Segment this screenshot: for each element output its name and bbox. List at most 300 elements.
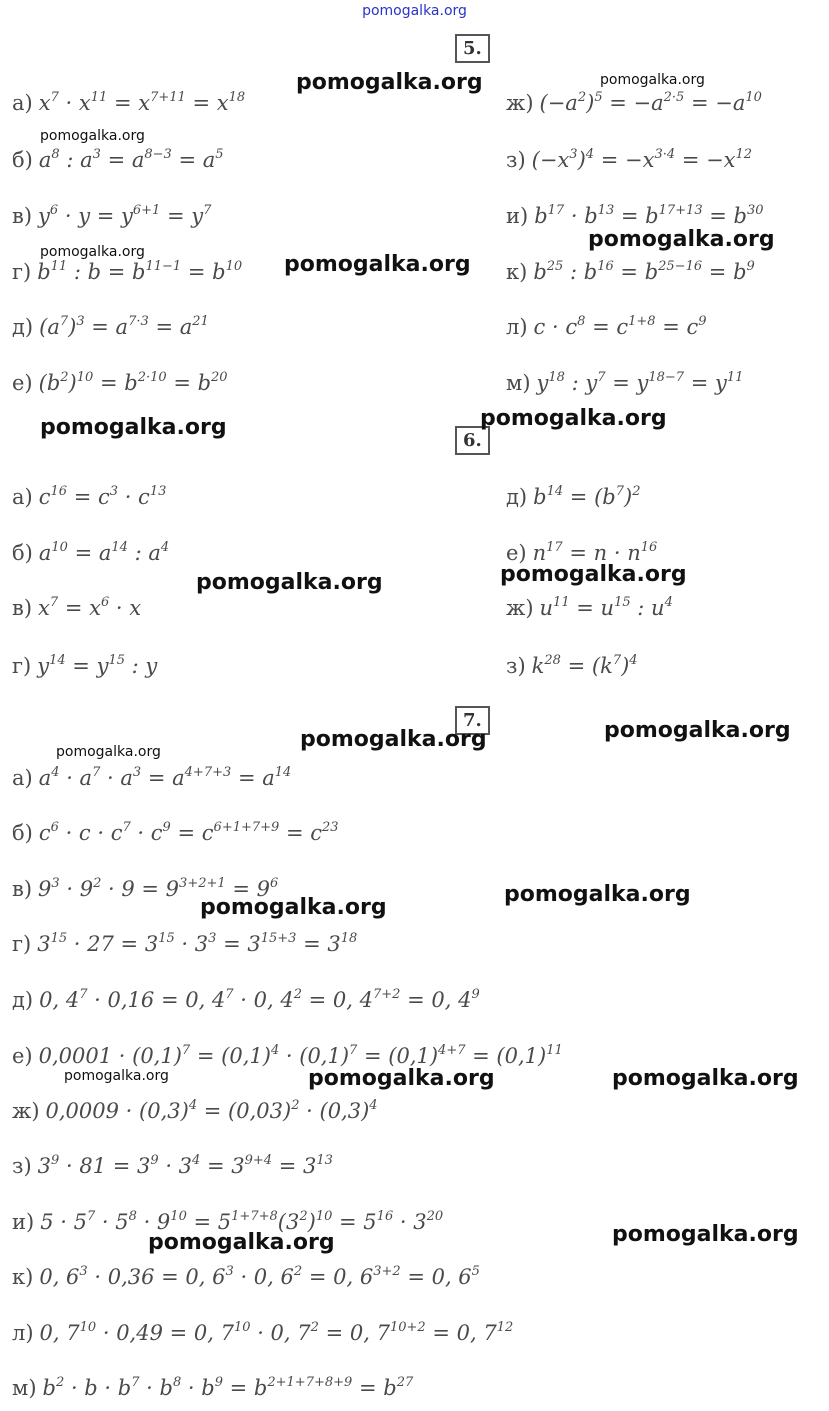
term-base: = 5 bbox=[332, 1210, 377, 1234]
term-exponent: 2·5 bbox=[663, 90, 685, 105]
term-exponent: 7 bbox=[597, 370, 606, 385]
watermark: pomogalka.org bbox=[308, 1066, 495, 1091]
term-exponent: 3 bbox=[109, 484, 119, 499]
equation-7l bbox=[12, 1318, 513, 1348]
equation-5a bbox=[12, 88, 245, 118]
term-exponent: 10 bbox=[233, 1320, 251, 1335]
equation-label: б) bbox=[12, 148, 33, 172]
equation-expression bbox=[39, 766, 292, 790]
equation-expression bbox=[39, 1265, 480, 1289]
term-exponent: 9 bbox=[746, 259, 755, 274]
term-base: = y bbox=[65, 654, 109, 678]
equation-expression bbox=[37, 932, 357, 956]
equation-7m bbox=[12, 1373, 413, 1403]
term-base: 0,0009 · (0,3) bbox=[45, 1099, 189, 1123]
equation-expression bbox=[532, 148, 752, 172]
equation-expression bbox=[534, 315, 707, 339]
term-exponent: 4 bbox=[664, 595, 673, 610]
term-base: = b bbox=[702, 260, 747, 284]
term-base: · 0, 6 bbox=[233, 1265, 294, 1289]
term-exponent: 13 bbox=[149, 484, 167, 499]
term-base: : a bbox=[127, 541, 161, 565]
term-exponent: 23 bbox=[322, 820, 339, 835]
term-base: = 0, 6 bbox=[400, 1265, 472, 1289]
term-exponent: 15 bbox=[614, 595, 631, 610]
equation-label: ж) bbox=[506, 91, 534, 115]
term-base: = b bbox=[352, 1376, 397, 1400]
term-exponent: 2 bbox=[60, 370, 69, 385]
term-exponent: 18 bbox=[548, 370, 565, 385]
term-base: = u bbox=[569, 596, 615, 620]
equation-expression bbox=[533, 260, 754, 284]
term-base: (a bbox=[39, 315, 60, 339]
equation-5v bbox=[12, 201, 211, 231]
equation-label: м) bbox=[506, 371, 531, 395]
term-base: · 0,49 = 0, 7 bbox=[96, 1321, 234, 1345]
term-exponent: 18 bbox=[228, 90, 246, 105]
equation-label: з) bbox=[506, 654, 526, 678]
term-base: = 3 bbox=[296, 932, 341, 956]
equation-expression bbox=[39, 485, 167, 509]
term-exponent: 11 bbox=[90, 90, 108, 105]
term-exponent: 4 bbox=[629, 653, 638, 668]
term-base: · (0,3) bbox=[299, 1099, 370, 1123]
term-exponent: 4+7 bbox=[438, 1043, 466, 1058]
term-exponent: 3 bbox=[569, 147, 578, 162]
equation-5e bbox=[12, 368, 228, 398]
watermark: pomogalka.org bbox=[600, 72, 705, 88]
term-base: 9 bbox=[38, 877, 52, 901]
term-exponent: 27 bbox=[396, 1375, 414, 1390]
term-exponent: 12 bbox=[496, 1320, 514, 1335]
term-exponent: 17 bbox=[547, 203, 565, 218]
term-base: = a bbox=[100, 148, 145, 172]
term-base: · b · b bbox=[64, 1376, 132, 1400]
term-exponent: 20 bbox=[211, 370, 228, 385]
term-exponent: 4 bbox=[188, 1098, 198, 1113]
watermark: pomogalka.org bbox=[300, 727, 487, 752]
term-exponent: 12 bbox=[735, 147, 753, 162]
equation-5l bbox=[506, 312, 707, 342]
term-base: = x bbox=[107, 91, 151, 115]
equation-label: к) bbox=[12, 1265, 34, 1289]
watermark: pomogalka.org bbox=[480, 406, 667, 431]
term-exponent: 4+7+3 bbox=[184, 765, 232, 780]
equation-label: ж) bbox=[506, 596, 534, 620]
term-exponent: 6 bbox=[50, 820, 59, 835]
term-base: · a bbox=[100, 766, 133, 790]
term-exponent: 7 bbox=[86, 1209, 96, 1224]
equation-expression bbox=[38, 1154, 333, 1178]
equation-expression bbox=[43, 1376, 414, 1400]
term-exponent: 7·3 bbox=[128, 314, 149, 329]
term-exponent: 3+2 bbox=[373, 1264, 401, 1279]
equation-expression bbox=[38, 204, 211, 228]
term-exponent: 4 bbox=[270, 1043, 280, 1058]
term-exponent: 10 bbox=[76, 370, 94, 385]
term-base: = x bbox=[185, 91, 229, 115]
term-exponent: 6 bbox=[100, 595, 110, 610]
term-base: = 0, 4 bbox=[400, 988, 472, 1012]
term-exponent: 3 bbox=[225, 1264, 234, 1279]
term-base: · c bbox=[118, 485, 150, 509]
equation-label: м) bbox=[12, 1376, 37, 1400]
term-base: = c bbox=[279, 821, 323, 845]
term-exponent: 10 bbox=[315, 1209, 333, 1224]
term-base: = b bbox=[702, 204, 747, 228]
term-exponent: 2 bbox=[293, 1264, 303, 1279]
equation-expression bbox=[39, 148, 224, 172]
term-exponent: 10 bbox=[51, 540, 68, 555]
term-exponent: 5 bbox=[215, 147, 224, 162]
term-base: · 9 = 9 bbox=[101, 877, 180, 901]
watermark: pomogalka.org bbox=[588, 227, 775, 252]
term-exponent: 11 bbox=[50, 259, 68, 274]
term-exponent: 11 bbox=[553, 595, 570, 610]
term-exponent: 2 bbox=[93, 876, 102, 891]
equation-6g bbox=[12, 651, 157, 681]
equation-label: б) bbox=[12, 541, 33, 565]
watermark: pomogalka.org bbox=[604, 718, 791, 743]
term-exponent: 25−16 bbox=[658, 259, 703, 274]
term-base: = 0, 7 bbox=[318, 1321, 390, 1345]
term-base: = 5 bbox=[186, 1210, 232, 1234]
term-base: · 0,16 = 0, 4 bbox=[87, 988, 226, 1012]
term-base: = c bbox=[170, 821, 214, 845]
equation-label: д) bbox=[12, 315, 34, 339]
term-exponent: 3 bbox=[208, 931, 217, 946]
term-base: · x bbox=[58, 91, 91, 115]
term-exponent: 2 bbox=[299, 1209, 308, 1224]
term-base: = b bbox=[181, 260, 226, 284]
equation-label: д) bbox=[12, 988, 34, 1012]
term-base: = a bbox=[231, 766, 275, 790]
equation-label: в) bbox=[12, 204, 33, 228]
term-exponent: 8 bbox=[172, 1375, 182, 1390]
equation-5zh bbox=[506, 88, 762, 118]
term-base: = c bbox=[67, 485, 110, 509]
term-base: = 9 bbox=[225, 877, 270, 901]
term-base: = c bbox=[585, 315, 629, 339]
term-exponent: 1+8 bbox=[628, 314, 656, 329]
term-exponent: 3 bbox=[132, 765, 142, 780]
term-base: = 3 bbox=[272, 1154, 317, 1178]
term-base: ) bbox=[621, 654, 630, 678]
equation-label: и) bbox=[506, 204, 529, 228]
equation-6a bbox=[12, 482, 166, 512]
term-exponent: 7 bbox=[349, 1043, 358, 1058]
term-base: (b bbox=[38, 371, 61, 395]
term-base: = (0,1) bbox=[190, 1044, 271, 1068]
equation-6d bbox=[506, 482, 640, 512]
term-exponent: 30 bbox=[746, 203, 764, 218]
equation-7a bbox=[12, 763, 291, 793]
term-exponent: 4 bbox=[51, 765, 60, 780]
term-base: = b bbox=[614, 204, 659, 228]
term-exponent: 7 bbox=[122, 820, 131, 835]
watermark: pomogalka.org bbox=[284, 252, 471, 277]
term-base: (−a bbox=[539, 91, 578, 115]
term-exponent: 7 bbox=[203, 203, 212, 218]
watermark: pomogalka.org bbox=[612, 1222, 799, 1247]
term-base: = b bbox=[166, 371, 212, 395]
term-exponent: 16 bbox=[640, 540, 658, 555]
term-base: · 81 = 3 bbox=[59, 1154, 151, 1178]
term-base: : y bbox=[124, 654, 158, 678]
term-exponent: 3 bbox=[51, 876, 60, 891]
equation-7zh bbox=[12, 1096, 378, 1126]
term-base: ) bbox=[577, 148, 586, 172]
term-base: b bbox=[533, 485, 547, 509]
equation-label: а) bbox=[12, 766, 33, 790]
term-exponent: 9 bbox=[698, 314, 707, 329]
term-base: 5 · 5 bbox=[40, 1210, 87, 1234]
term-base: ) bbox=[307, 1210, 316, 1234]
term-base: · 9 bbox=[59, 877, 94, 901]
term-exponent: 6+1 bbox=[132, 203, 161, 218]
equation-6v bbox=[12, 593, 141, 623]
term-base: = (0,03) bbox=[197, 1099, 292, 1123]
term-base: = x bbox=[58, 596, 101, 620]
term-exponent: 9 bbox=[214, 1375, 223, 1390]
equation-label: б) bbox=[12, 821, 33, 845]
term-base: = 3 bbox=[216, 932, 261, 956]
term-exponent: 11 bbox=[726, 370, 744, 385]
term-exponent: 15 bbox=[158, 931, 175, 946]
term-base: = b bbox=[222, 1376, 268, 1400]
watermark: pomogalka.org bbox=[148, 1230, 335, 1255]
watermark: pomogalka.org bbox=[296, 70, 483, 95]
equation-7z bbox=[12, 1151, 333, 1181]
term-exponent: 4 bbox=[192, 1153, 201, 1168]
term-base: n bbox=[532, 541, 547, 565]
equation-5b bbox=[12, 145, 224, 175]
term-base: = −x bbox=[594, 148, 655, 172]
equation-expression bbox=[38, 596, 141, 620]
term-base: y bbox=[38, 204, 50, 228]
term-exponent: 17 bbox=[546, 540, 563, 555]
equation-expression bbox=[540, 91, 762, 115]
term-base: = y bbox=[160, 204, 204, 228]
equation-expression bbox=[39, 315, 209, 339]
term-base: = 0, 6 bbox=[302, 1265, 374, 1289]
term-base: 3 bbox=[37, 932, 51, 956]
term-exponent: 7 bbox=[79, 987, 88, 1002]
term-exponent: 8−3 bbox=[144, 147, 172, 162]
term-exponent: 9 bbox=[150, 1153, 159, 1168]
term-exponent: 10 bbox=[225, 259, 243, 274]
term-exponent: 2 bbox=[632, 484, 641, 499]
term-base: · 0,36 = 0, 6 bbox=[87, 1265, 226, 1289]
term-base: · (0,1) bbox=[279, 1044, 350, 1068]
equation-label: л) bbox=[506, 315, 528, 339]
term-base: · 5 bbox=[95, 1210, 129, 1234]
term-exponent: 10 bbox=[79, 1320, 97, 1335]
equation-expression bbox=[532, 654, 638, 678]
term-base: = a bbox=[171, 148, 216, 172]
equation-expression bbox=[537, 371, 744, 395]
watermark: pomogalka.org bbox=[612, 1066, 799, 1091]
term-base: = 0, 7 bbox=[425, 1321, 497, 1345]
term-base: = n · n bbox=[562, 541, 641, 565]
term-exponent: 13 bbox=[597, 203, 615, 218]
term-exponent: 6+1+7+9 bbox=[213, 820, 280, 835]
term-exponent: 16 bbox=[50, 484, 68, 499]
term-base: = c bbox=[655, 315, 699, 339]
term-exponent: 7 bbox=[49, 595, 59, 610]
term-base: = a bbox=[148, 315, 193, 339]
term-exponent: 5 bbox=[594, 90, 603, 105]
watermark: pomogalka.org bbox=[40, 128, 145, 144]
equation-label: г) bbox=[12, 260, 32, 284]
equation-6zh bbox=[506, 593, 673, 623]
term-exponent: 6 bbox=[269, 876, 279, 891]
term-exponent: 25 bbox=[546, 259, 564, 274]
equation-label: и) bbox=[12, 1210, 35, 1234]
equation-label: г) bbox=[12, 654, 32, 678]
term-exponent: 9 bbox=[162, 820, 171, 835]
term-base: · y = y bbox=[58, 204, 133, 228]
term-exponent: 8 bbox=[577, 314, 586, 329]
term-exponent: 3+2+1 bbox=[179, 876, 226, 891]
term-base: u bbox=[539, 596, 554, 620]
term-exponent: 7 bbox=[612, 653, 622, 668]
equation-label: в) bbox=[12, 596, 33, 620]
term-exponent: 18−7 bbox=[648, 370, 685, 385]
term-exponent: 14 bbox=[111, 540, 128, 555]
term-base: · 3 bbox=[158, 1154, 193, 1178]
term-exponent: 14 bbox=[49, 653, 66, 668]
term-base: = b bbox=[93, 371, 138, 395]
watermark: pomogalka.org bbox=[504, 882, 691, 907]
equation-expression bbox=[39, 541, 169, 565]
term-exponent: 14 bbox=[274, 765, 292, 780]
term-base: c bbox=[38, 485, 51, 509]
equation-label: е) bbox=[12, 1044, 33, 1068]
equation-label: ж) bbox=[12, 1099, 40, 1123]
term-exponent: 21 bbox=[192, 314, 209, 329]
term-base: ) bbox=[68, 371, 77, 395]
term-exponent: 17+13 bbox=[658, 203, 703, 218]
term-base: : b bbox=[563, 260, 598, 284]
term-base: · 27 = 3 bbox=[67, 932, 159, 956]
term-base: 0, 7 bbox=[39, 1321, 80, 1345]
watermark: pomogalka.org bbox=[200, 895, 387, 920]
term-exponent: 11−1 bbox=[145, 259, 182, 274]
term-base: = a bbox=[141, 766, 185, 790]
equation-5m bbox=[506, 368, 743, 398]
term-base: = (k bbox=[560, 654, 613, 678]
equation-6b bbox=[12, 538, 169, 568]
term-exponent: 5 bbox=[471, 1264, 480, 1279]
term-base: = −a bbox=[684, 91, 746, 115]
watermark: pomogalka.org bbox=[196, 570, 383, 595]
equation-label: з) bbox=[12, 1154, 32, 1178]
equation-expression bbox=[39, 371, 228, 395]
term-exponent: 4 bbox=[369, 1098, 378, 1113]
term-base: b bbox=[533, 260, 547, 284]
term-exponent: 7 bbox=[225, 987, 234, 1002]
term-base: · b bbox=[181, 1376, 215, 1400]
term-base: · 9 bbox=[136, 1210, 171, 1234]
term-base: 0, 4 bbox=[39, 988, 80, 1012]
term-base: ) bbox=[586, 91, 595, 115]
term-exponent: 14 bbox=[546, 484, 564, 499]
term-base: y bbox=[536, 371, 549, 395]
term-exponent: 7 bbox=[181, 1043, 191, 1058]
term-base: : u bbox=[630, 596, 665, 620]
term-exponent: 7 bbox=[131, 1375, 140, 1390]
watermark: pomogalka.org bbox=[40, 415, 227, 440]
term-exponent: 8 bbox=[51, 147, 60, 162]
term-exponent: 15 bbox=[50, 931, 68, 946]
term-base: = −a bbox=[602, 91, 664, 115]
equation-5k bbox=[506, 257, 755, 287]
equation-6z bbox=[506, 651, 638, 681]
watermark: pomogalka.org bbox=[56, 744, 161, 760]
term-exponent: 9 bbox=[51, 1153, 60, 1168]
term-exponent: 16 bbox=[597, 259, 614, 274]
equation-label: а) bbox=[12, 91, 33, 115]
term-base: = y bbox=[684, 371, 727, 395]
term-exponent: 1+7+8 bbox=[231, 1209, 278, 1224]
term-base: · 3 bbox=[393, 1210, 427, 1234]
term-base: a bbox=[38, 766, 52, 790]
term-base: 3 bbox=[37, 1154, 52, 1178]
term-base: · 0, 7 bbox=[250, 1321, 311, 1345]
term-base: · c bbox=[130, 821, 163, 845]
equation-5g bbox=[12, 257, 242, 287]
term-exponent: 13 bbox=[316, 1153, 333, 1168]
term-exponent: 2 bbox=[55, 1375, 65, 1390]
equation-label: з) bbox=[506, 148, 526, 172]
term-exponent: 7+2 bbox=[373, 987, 401, 1002]
site-link[interactable]: pomogalka.org bbox=[362, 3, 467, 19]
term-base: · c · c bbox=[58, 821, 123, 845]
term-exponent: 2 bbox=[310, 1320, 319, 1335]
equation-label: г) bbox=[12, 932, 32, 956]
equation-expression bbox=[46, 1099, 378, 1123]
term-base: ) bbox=[624, 485, 633, 509]
term-exponent: 8 bbox=[128, 1209, 137, 1224]
term-base: x bbox=[38, 596, 50, 620]
watermark: pomogalka.org bbox=[64, 1068, 169, 1084]
term-exponent: 2·10 bbox=[137, 370, 167, 385]
term-exponent: 7 bbox=[615, 484, 624, 499]
term-base: a bbox=[38, 148, 52, 172]
term-exponent: 20 bbox=[426, 1209, 444, 1224]
equation-label: а) bbox=[12, 485, 33, 509]
term-base: : y bbox=[564, 371, 598, 395]
watermark: pomogalka.org bbox=[500, 562, 687, 587]
term-exponent: 7+11 bbox=[150, 90, 186, 105]
term-base: 0,0001 · (0,1) bbox=[38, 1044, 182, 1068]
term-exponent: 15 bbox=[108, 653, 125, 668]
term-exponent: 6 bbox=[49, 203, 59, 218]
equation-expression bbox=[39, 1044, 563, 1068]
section-number-5: 5. bbox=[455, 34, 490, 63]
equation-label: е) bbox=[12, 371, 33, 395]
term-exponent: 2+1+7+8+9 bbox=[267, 1375, 353, 1390]
term-base: · 0, 4 bbox=[233, 988, 294, 1012]
term-base: k bbox=[531, 654, 545, 678]
equation-label: д) bbox=[506, 485, 528, 509]
equation-label: к) bbox=[506, 260, 528, 284]
equation-expression bbox=[37, 260, 242, 284]
term-exponent: 4 bbox=[160, 540, 170, 555]
term-base: c bbox=[38, 821, 51, 845]
term-base: x bbox=[38, 91, 51, 115]
